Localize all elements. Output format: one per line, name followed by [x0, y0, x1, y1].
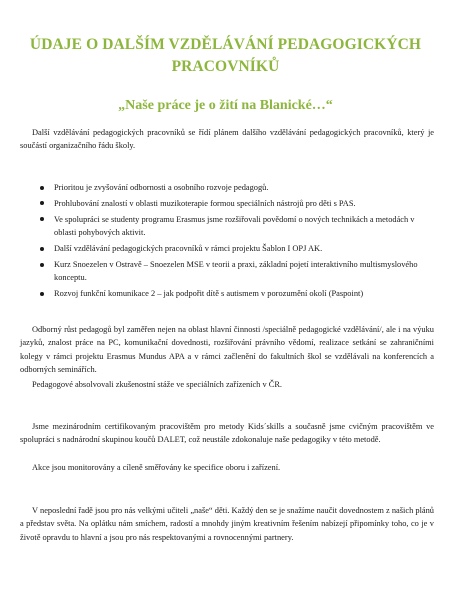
list-item: Další vzdělávání pedagogických pracovníků v rámci projektu Šablon I OPJ AK. [40, 242, 420, 255]
bullet-list [40, 181, 420, 303]
intro-paragraph: Další vzdělávání pedagogických pracovníků se řídí plánem dalšího vzdělávání pedagogických pracovníků, který je součástí organizačního řádu školy. [20, 128, 434, 151]
page-title: ÚDAJE O DALŠÍM VZDĚLÁVÁNÍ PEDAGOGICKÝCH PRACOVNÍKŮ [29, 36, 422, 75]
list-item: Ve spolupráci se studenty programu Erasmus jsme rozšiřovali povědomí o nových technikách a metodách v oblasti pohybových aktivit. [40, 213, 420, 240]
list-item: Prohlubování znalostí v oblasti muzikoterapie formou speciálních nástrojů pro děti s PAS. [40, 197, 420, 210]
growth-paragraph: Odborný růst pedagogů byl zaměřen nejen na oblast hlavní činnosti /speciálně pedagogické vzdělávání/, ale i na výuku jazyků, znalost práce na PC, komunikační dovednosti, rozšiřování právního vědomí, realizace setkání se zahraničními kolegy v rámci projektu Erasmus Mundus APA a v rámci začlenění do fakultních škol se vzdělávali na konferencích a odborných seminářích. [20, 325, 434, 375]
page-subtitle: „Naše práce je o žití na Blanické…“ [118, 98, 333, 113]
monitored-paragraph: Akce jsou monitorovány a cíleně směřovány ke specifice oboru i zařízení. [32, 463, 281, 472]
list-item: Kurz Snoezelen v Ostravě – Snoezelen MSE v teorii a praxi, základní pojetí interaktivního multismyslového konceptu. [40, 258, 420, 285]
internships-paragraph: Pedagogové absolvovali zkušenostní stáže ve speciálních zařízeních v ČR. [32, 380, 283, 389]
list-item: Rozvoj funkční komunikace 2 – jak podpořit dítě s autismem v porozumění okolí (Paspoint) [40, 287, 420, 300]
closing-paragraph: V neposlední řadě jsou pro nás velkými učiteli „naše“ děti. Každý den se je snažíme naučit dovednostem z našich plánů a představ světa. Na oplátku nám smíchem, radostí a mnohdy jiným kreativním řešením nabízejí připomínky toho, co je v životě opravdu to hlavní a jsou pro nás respektovanými a rovnocennými partnery. [20, 506, 434, 542]
list-item: Prioritou je zvyšování odbornosti a osobního rozvoje pedagogů. [40, 181, 420, 194]
certified-paragraph: Jsme mezinárodním certifikovaným pracovištěm pro metody Kids´skills a současně jsme cvičným pracovištěm ve spolupráci s nadnárodní skupinou koučů DALET, což neustále zdokonaluje naše pedagogiky v této metodě. [20, 422, 434, 445]
